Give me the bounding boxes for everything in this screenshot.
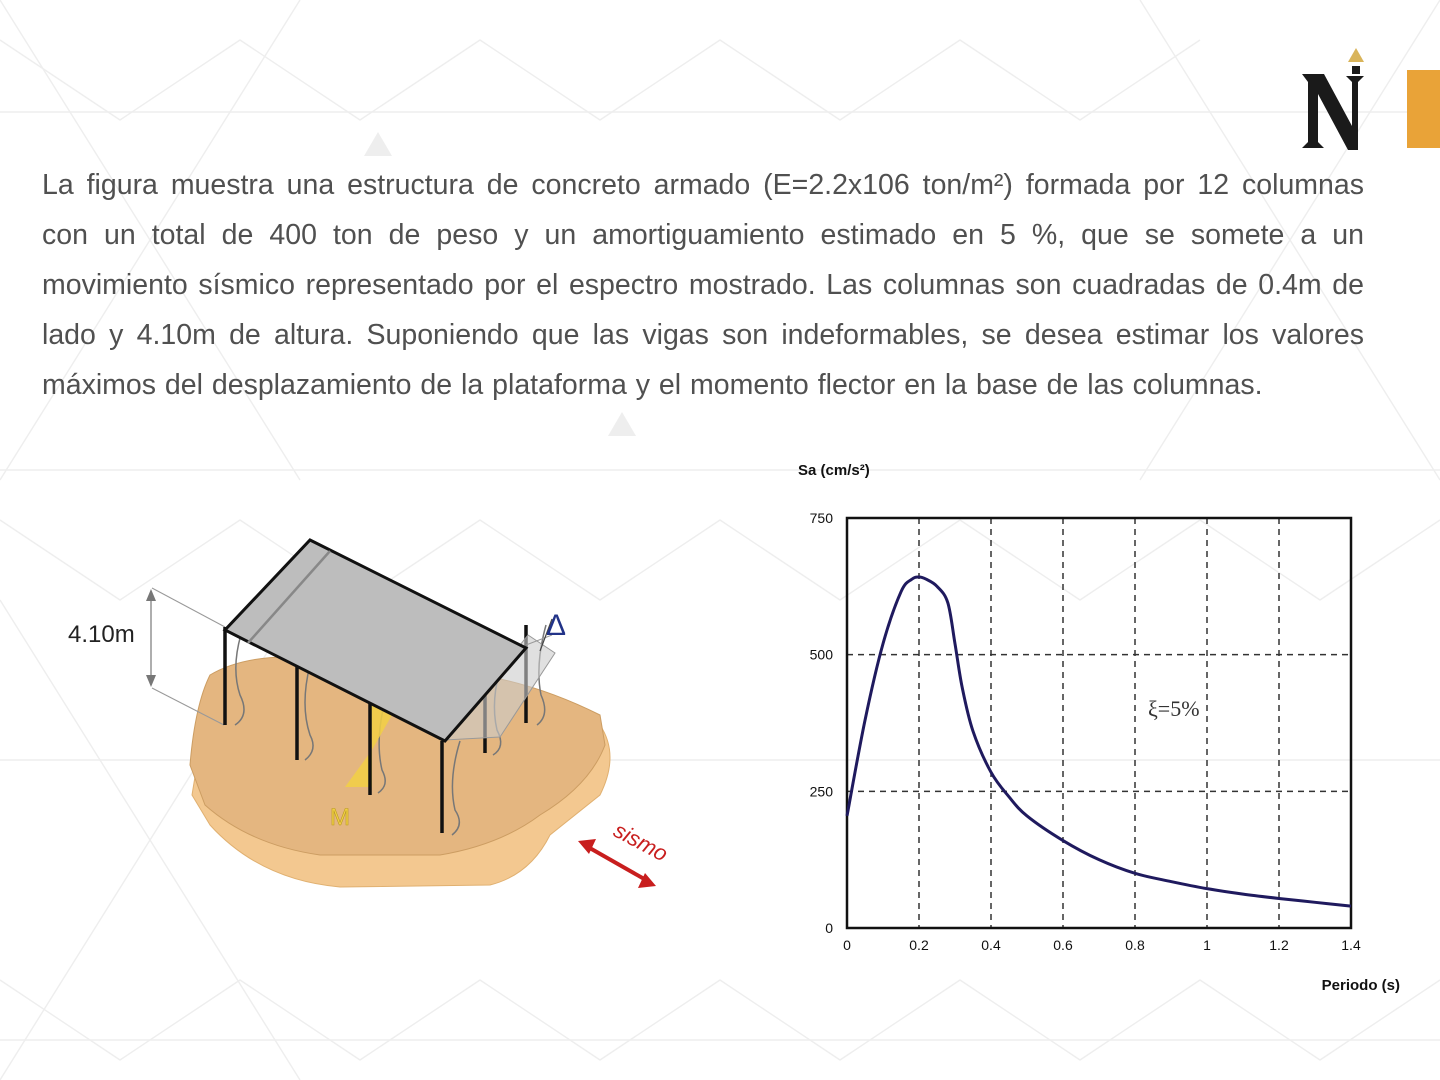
- x-tick-label: 1: [1203, 937, 1211, 953]
- x-tick-label: 0.8: [1125, 937, 1145, 953]
- y-tick-labels: [810, 510, 834, 936]
- y-tick-label: 250: [809, 783, 833, 800]
- structure-figure: [60, 525, 720, 905]
- brand-accent-bar: [1407, 70, 1440, 148]
- damping-annotation: ξ=5%: [1148, 696, 1200, 721]
- spectrum-line: [847, 577, 1351, 906]
- y-axis-label: Sa (cm/s²): [798, 462, 870, 479]
- x-tick-labels: [843, 937, 1361, 953]
- brand-logo-icon: [1296, 44, 1380, 156]
- x-tick-label: 0.2: [909, 937, 929, 953]
- y-tick-label: 0: [825, 920, 833, 936]
- x-tick-label: 0: [843, 937, 851, 953]
- spectrum-chart: [780, 450, 1420, 1010]
- x-tick-label: 1.2: [1269, 937, 1289, 953]
- moment-label: M: [330, 804, 350, 831]
- x-axis-label: Periodo (s): [1321, 977, 1400, 994]
- x-tick-label: 1.4: [1341, 937, 1361, 953]
- y-tick-label: 750: [809, 510, 833, 526]
- height-label: 4.10m: [68, 621, 135, 648]
- chart-grid: [847, 518, 1351, 928]
- x-tick-label: 0.4: [981, 937, 1001, 953]
- plot-frame: [847, 518, 1351, 928]
- delta-label: Δ: [546, 609, 567, 642]
- sismo-label: sismo: [609, 817, 673, 867]
- x-tick-label: 0.6: [1053, 937, 1073, 953]
- problem-statement: La figura muestra una estructura de concreto armado (E=2.2x106 ton/m²) formada por 12 columnas con un total de 400 ton de peso y un amortiguamiento estimado en 5 %, que se somete a un movimiento sísmico representado por el espectro mostrado. Las columnas son cuadradas de 0.4m de lado y 4.10m de altura. Suponiendo que las vigas son indeformables, se desea estimar los valores máximos del desplazamiento de la plataforma y el momento flector en la base de las columnas.: [42, 169, 1364, 401]
- y-tick-label: 500: [809, 646, 833, 663]
